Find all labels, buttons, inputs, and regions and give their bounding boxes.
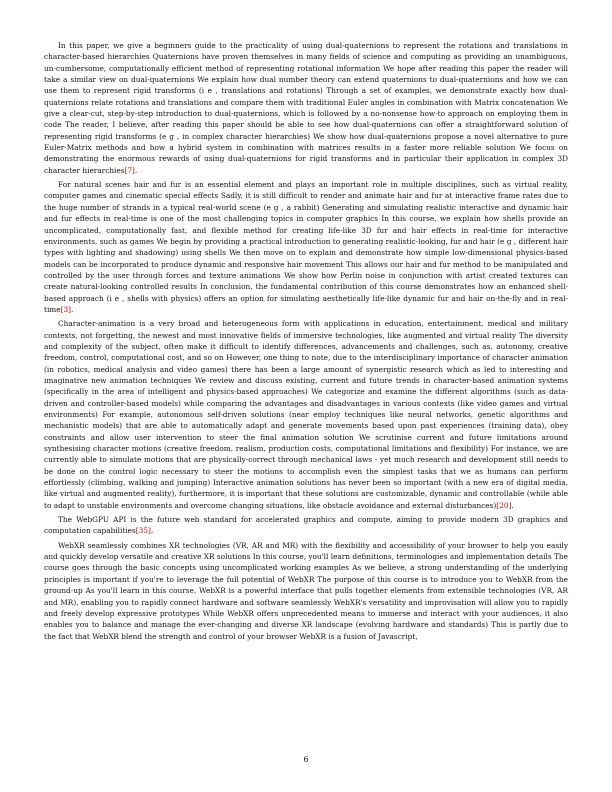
paragraph-text: The WebGPU API is the future web standard for accelerated graphics and compute, aiming to provide modern 3D graphics and computation capabilities <box>44 515 568 536</box>
citation-link[interactable]: [20] <box>496 500 512 510</box>
paragraph-end: . <box>71 304 74 314</box>
paragraph-character-animation <box>44 318 568 511</box>
paragraph-text: For natural scenes hair and fur is an essential element and plays an important role in multiple disciplines, such as virtual reality, computer games and cinematic special effects Sadly, it is still difficult to render and animate hair and fur at interactive frame rates due to the huge number of strands in a typical real-world scene (e g , a rabbit) Generating and simulating realistic interactive and dynamic hair and fur effects in real-time is one of the most challenging topics in computer graphics In this course, we explain how shells provide an uncomplicated, computationally fast, and flexible method for creating life-like 3D fur and hair effects in real-time for interactive environments, such as games We begin by providing a practical introduction to generating realistic-looking, fur and hair (e g , different hair types with lighting and shadowing) using shells We then move on to explain and demonstrate how simple low-dimensional physics-based models can be incorporated to produce dynamic and responsive hair movement This allows our hair and fur method to be manipulated and controlled by the user through forces and texture animations We show how Perlin noise in conjunction with artist created textures can create natural-looking controlled results In conclusion, the fundamental contribution of this course demonstrates how an enhanced shell-based approach (i e , shells with physics) offers an option for simulating aesthetically life-like dynamic fur and hair on-the-fly and in real-time <box>44 180 568 314</box>
paragraph-text: Character-animation is a very broad and heterogeneous form with applications in education, entertainment, medical and military contexts, not forgetting, the newest and most innovative fields of immersive technologies, like augmented and virtual reality The diversity and complexity of the subject, often make it difficult to identify differences, advancements and challenges, such as, autonomy, creative freedom, control, computational cost, and so on However, one thing to note, due to the interdisciplinary importance of character animation (in robotics, medical analysis and video games) there has been a large amount of synergistic research which as led to interesting and imaginative new animation techniques We review and discuss existing, current and future trends in character-based animation systems (specifically in the area of intelligent and physics-based approaches) We categorize and examine the different algorithms (such as data-driven and controller-based models) while comparing the advantages and disadvantages in various contexts (like video games and virtual environments) For example, autonomous self-driven solutions (near employ techniques like neural networks, genetic algorithms and mechanistic models) that are able to automatically adapt and generate movements based upon past experiences (training data), obey constraints and allow user intervention to steer the final animation solution We scrutinise current and future limitations around synthesising character motions (creative freedom, realism, production costs, computational limitations and flexibility) For instance, we are currently able to simulate motions that are physically-correct through mechanical laws - yet much research and development still needs to be done on the control logic necessary to steer the motions to accomplish even the simplest tasks that we as humans can perform effortlessly (climbing, walking and jumping) Interactive animation solutions has never been so important (with a new era of digital media, like virtual and augmented reality), furthermore, it is important that these solutions are customizable, dynamic and controllable (while able to adapt to unstable environments and overcome changing situations, like obstacle avoidance and external disturbances) <box>44 319 568 510</box>
page-body <box>44 40 568 645</box>
citation-link[interactable]: [7] <box>124 165 135 175</box>
paragraph-text: WebXR seamlessly combines XR technologies (VR, AR and MR) with the flexibility and accessibility of your browser to help you easily and quickly develop versatile and creative XR solutions In this course, you'll learn definitions, terminologies and implementation details The course goes through the basic concepts using uncomplicated working examples As we believe, a strong understanding of the underlying principles is important if you're to leverage the full potential of WebXR The purpose of this course is to introduce you to WebXR from the ground-up As you'll learn in this course, WebXR is a powerful interface that pulls together elements from extensible technologies (VR, AR and MR), enabling you to rapidly connect hardware and software seamlessly WebXR's versatility and improvisation will allow you to rapidly and freely develop expressive prototypes While WebXR offers unprecedented means to immerse and interact with your audiences, it also enables you to balance and manage the ever-changing and diverse XR landscape (evolving hardware and standards) This is partly due to the fact that WebXR blend the strength and control of your browser WebXR is a fusion of Javascript, <box>44 540 568 641</box>
paragraph-webxr <box>44 540 568 642</box>
page-number: 6 <box>303 755 309 764</box>
citation-link[interactable]: [3] <box>60 304 72 314</box>
citation-link[interactable]: [35] <box>135 526 151 536</box>
paragraph-webgpu <box>44 514 568 537</box>
paragraph-dual-quaternions <box>44 40 568 176</box>
paragraph-end: . <box>150 526 154 536</box>
paragraph-end: . <box>134 165 138 175</box>
paragraph-hair-fur <box>44 179 568 315</box>
paragraph-text: In this paper, we give a beginners guide to the practicality of using dual-quaternions to represent the rotations and translations in character-based hierarchies Quaternions have proven themselves in many fields of science and computing as providing an unambiguous, un-cumbersome, computationally efficient method of representing rotational information We hope after reading this paper the reader will take a similar view on dual-quaternions We explain how dual number theory can extend quaternions to dual-quaternions and how we can use them to represent rigid transforms (i e , translations and rotations) Through a set of examples, we demonstrate exactly how dual-quaternions relate rotations and translations and compare them with traditional Euler angles in combination with Matrix concatenation We give a clear-cut, step-by-step introduction to dual-quaternions, which is followed by a no-nonsense how-to approach on employing them in code The reader, I believe, after reading this paper should be able to see how dual-quaternions can offer a straightforward solution of representing rigid transforms (e g , in complex character hierarchies) We show how dual-quaternions propose a novel alternative to pure Euler-Matrix methods and how a hybrid system in combination with matrices results in a faster more reliable solution We focus on demonstrating the enormous rewards of using dual-quaternions for rigid transforms and in particular their application in complex 3D character hierarchies <box>44 41 568 175</box>
paragraph-end: . <box>511 500 514 510</box>
